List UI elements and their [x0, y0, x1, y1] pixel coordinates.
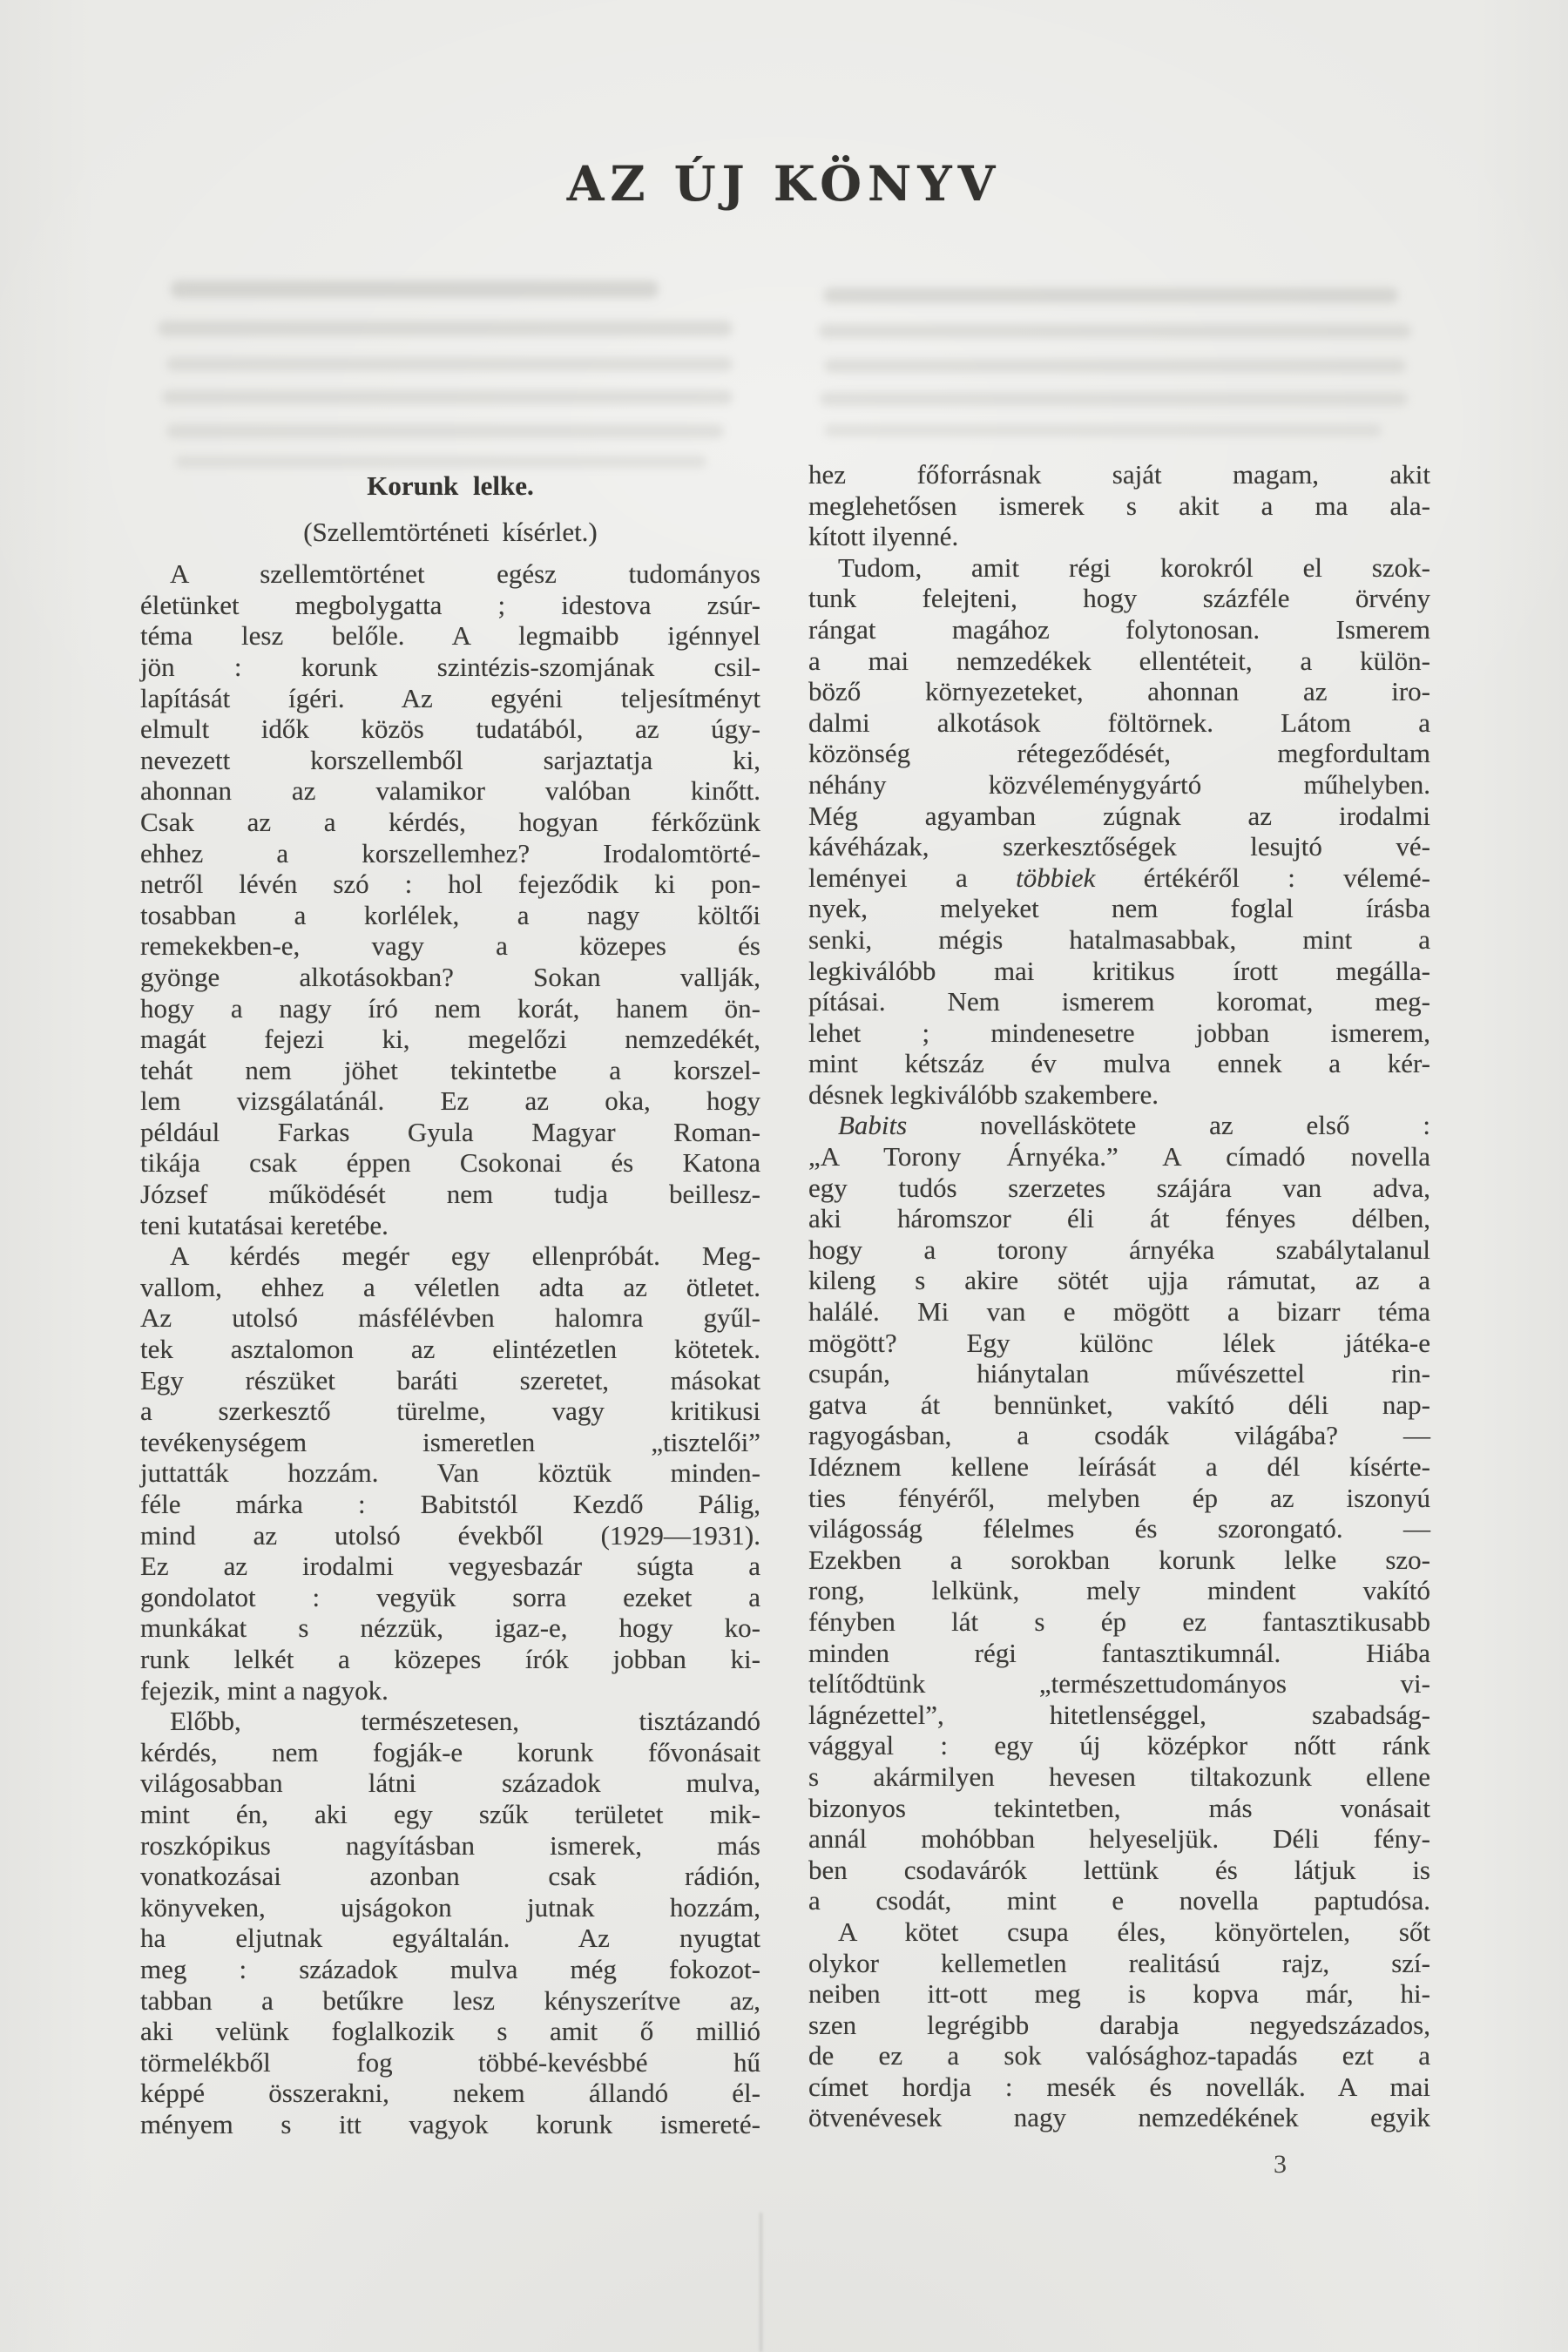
bleed-line [158, 321, 733, 336]
text-line: nevezett korszellemből sarjaztatja ki, [140, 744, 760, 775]
text-line: címet hordja : mesék és novellák. A mai [808, 2071, 1430, 2102]
bleed-line [162, 390, 733, 404]
text-line: Ez az irodalmi vegyesbazár súgta a [140, 1551, 760, 1582]
text-line: hogy a nagy író nem korát, hanem ön- [140, 992, 760, 1024]
text-line: gatva át bennünket, vakító déli nap- [808, 1389, 1430, 1420]
text-line: minden régi fantasztikumnál. Hiába [808, 1637, 1430, 1668]
text-line: lapítását ígéri. Az egyéni teljesítményt [140, 682, 760, 713]
text-line: törmelékből fog többé-kevésbbé hű [140, 2046, 760, 2078]
bleed-line [824, 359, 1406, 373]
text-line: könyveken, ujságokon jutnak hozzám, [140, 1891, 760, 1923]
bleed-line [820, 392, 1408, 406]
text-line: féle márka : Babitstól Kezdő Pálig, [140, 1489, 760, 1519]
bleed-line [166, 357, 733, 371]
text-line: ehhez a korszellemhez? Irodalomtörté- [140, 837, 760, 868]
text-line: Tudom, amit régi korokról el szok- [838, 551, 1430, 583]
page-number: 3 [1274, 2150, 1287, 2179]
text-line: kileng s akire sötét ujja rámutat, az a [808, 1265, 1430, 1296]
text-line: s akármilyen hevesen tiltakozunk ellene [808, 1761, 1430, 1792]
text-line: rong, lelkünk, mely mindent vakító [808, 1575, 1430, 1606]
text-line: például Farkas Gyula Magyar Roman- [140, 1116, 760, 1147]
text-line: egy tudós szerzetes szájára van adva, [808, 1172, 1430, 1203]
bleed-line [175, 456, 706, 468]
text-line: meglehetősen ismerek s akit a ma ala- [808, 490, 1430, 521]
text-line: tek asztalomon az elintézetlen kötetek. [140, 1334, 760, 1365]
text-line: gyönge alkotásokban? Sokan vallják, [140, 961, 760, 992]
text-line: remekekben-e, vagy a közepes és [140, 930, 760, 962]
text-line: ötvenévesek nagy nemzedékének egyik [808, 2102, 1430, 2133]
text-line: Egy részüket baráti szeretet, másokat [140, 1364, 760, 1396]
text-line: A kötet csupa éles, könyörtelen, sőt [838, 1916, 1430, 1947]
text-line: Előbb, természetesen, tisztázandó [170, 1706, 760, 1737]
text-line: Még agyamban zúgnak az irodalmi [808, 800, 1430, 831]
text-line: tikája csak éppen Csokonai és Katona [140, 1147, 760, 1179]
text-line: aki háromszor éli át fényes délben, [808, 1203, 1430, 1234]
text-line: szen legrégibb darabja negyedszázados, [808, 2009, 1430, 2040]
text-line: „A Torony Árnyéka.” A címadó novella [808, 1141, 1430, 1173]
text-line: ties fényéről, melyben ép az iszonyú [808, 1482, 1430, 1513]
text-line: A szellemtörténet egész tudományos [170, 558, 760, 590]
text-line: juttatták hozzám. Van köztük minden- [140, 1457, 760, 1489]
text-line: magát fejezi ki, megelőzi nemzedékét, [140, 1024, 760, 1055]
text-line: Babits novelláskötete az első : [838, 1110, 1430, 1141]
text-line: tabban a betűkre lesz kényszerítve az, [140, 1984, 760, 2016]
text-line: lehet ; mindenesetre jobban ismerem, [808, 1017, 1430, 1048]
page-title: AZ ÚJ KÖNYV [566, 155, 1002, 212]
text-line: leményei a többiek értékéről : vélemé- [808, 862, 1430, 893]
text-line: runk lelkét a közepes írók jobban ki- [140, 1643, 760, 1674]
column-right [808, 459, 1430, 2133]
text-line: Az utolsó másfélévben halomra gyűl- [140, 1302, 760, 1334]
text-line: ahonnan az valamikor valóban kinőtt. [140, 775, 760, 807]
text-line: csupán, hiánytalan művészettel rin- [808, 1358, 1430, 1389]
text-line: tosabban a korlélek, a nagy költői [140, 899, 760, 930]
column-left [140, 470, 760, 2139]
text-line: telítődtünk „természettudományos vi- [808, 1668, 1430, 1700]
text-line: halálé. Mi van e mögött a bizarr téma [808, 1296, 1430, 1328]
text-line: mögött? Egy különc lélek játéka-e [808, 1327, 1430, 1358]
text-line: elmult idők közös tudatából, az úgy- [140, 713, 760, 745]
text-line: de ez a sok valósághoz-tapadás ezt a [808, 2040, 1430, 2072]
text-line: mint én, aki egy szűk területet mik- [140, 1798, 760, 1829]
text-line: rángat magához folytonosan. Ismerem [808, 613, 1430, 645]
text-line: pításai. Nem ismerem koromat, meg- [808, 986, 1430, 1017]
text-line: téma lesz belőle. A legmaibb igénnyel [140, 620, 760, 652]
text-line: olykor kellemetlen realitású rajz, szí- [808, 1947, 1430, 1978]
text-line: mind az utolsó évekből (1929—1931). [140, 1519, 760, 1551]
text-line: vonatkozásai azonban csak rádión, [140, 1861, 760, 1892]
text-line: A kérdés megér egy ellenpróbát. Meg- [170, 1240, 760, 1272]
text-line: tehát nem jöhet tekintetbe a korszel- [140, 1054, 760, 1085]
column-right-text [808, 459, 1430, 2133]
bleed-line [824, 424, 1382, 436]
text-line: világosság félelmes és szorongató. — [808, 1513, 1430, 1544]
article-subheading: (Szellemtörténeti kísérlet.) [303, 516, 598, 547]
text-line: aki velünk foglalkozik s amit ő millió [140, 2016, 760, 2047]
text-line: neiben itt-ott meg is kopva már, hi- [808, 1978, 1430, 2010]
column-left-text [140, 558, 760, 2139]
text-line: annál mohóbban helyeseljük. Déli fény- [808, 1823, 1430, 1855]
text-line: bizonyos tekintetben, más vonásait [808, 1792, 1430, 1823]
fold-crease [760, 2213, 762, 2352]
text-line: munkákat s nézzük, igaz-e, hogy ko- [140, 1612, 760, 1644]
text-line: lem vizsgálatánál. Ez az oka, hogy [140, 1085, 760, 1117]
text-line: hogy a torony árnyéka szabálytalanul [808, 1233, 1430, 1265]
text-line: világosabban látni századok mulva, [140, 1767, 760, 1799]
text-line: kérdés, nem fogják-e korunk fővonásait [140, 1736, 760, 1767]
text-line: lágnézettel”, hitetlenséggel, szabadság- [808, 1699, 1430, 1730]
text-line: közönség rétegeződését, megfordultam [808, 738, 1430, 769]
text-line: ben csodavárók lettünk és látjuk is [808, 1854, 1430, 1885]
text-line: roszkópikus nagyításban ismerek, más [140, 1829, 760, 1861]
text-line: kávéházak, szerkesztőségek lesujtó vé- [808, 831, 1430, 862]
bleed-line [819, 324, 1411, 338]
article-heading: Korunk lelke. [367, 470, 534, 501]
bleed-line [166, 424, 724, 438]
text-line: nyek, melyeket nem foglal írásba [808, 893, 1430, 924]
text-line: életünket megbolygatta ; idestova zsúr- [140, 589, 760, 620]
text-line: désnek legkiválóbb szakembere. [808, 1078, 1159, 1110]
text-line: ményem s itt vagyok korunk ismereté- [140, 2108, 760, 2139]
text-line: Csak az a kérdés, hogyan férkőzünk [140, 806, 760, 837]
text-line: hez főforrásnak saját magam, akit [808, 459, 1430, 490]
text-line: tevékenységem ismeretlen „tisztelői” [140, 1426, 760, 1457]
text-line: vággyal : egy új középkor nőtt ránk [808, 1730, 1430, 1761]
text-line: gondolatot : vegyük sorra ezeket a [140, 1581, 760, 1612]
text-line: vallom, ehhez a véletlen adta az ötletet. [140, 1271, 760, 1302]
text-line: jön : korunk szintézis-szomjának csil- [140, 651, 760, 682]
text-line: netről lévén szó : hol fejeződik ki pon- [140, 868, 760, 900]
text-line: senki, mégis hatalmasabbak, mint a [808, 923, 1430, 955]
text-line: ha eljutnak egyáltalán. Az nyugtat [140, 1923, 760, 1954]
text-line: képpé összerakni, nekem állandó él- [140, 2078, 760, 2109]
text-line: fényben lát s ép ez fantasztikusabb [808, 1605, 1430, 1637]
text-line: teni kutatásai keretébe. [140, 1209, 389, 1240]
text-line: legkiválóbb mai kritikus írott megálla- [808, 955, 1430, 986]
text-line: József működését nem tudja beillesz- [140, 1179, 760, 1210]
text-line: a csodát, mint e novella paptudósa. [808, 1885, 1430, 1916]
text-line: néhány közvéleménygyártó műhelyben. [808, 768, 1430, 800]
text-line: meg : századok mulva még fokozot- [140, 1953, 760, 1984]
text-line: Ezekben a sorokban korunk lelke szo- [808, 1544, 1430, 1575]
text-line: kított ilyenné. [808, 521, 959, 552]
text-line: fejezik, mint a nagyok. [140, 1674, 389, 1706]
text-line: Idéznem kellene leírását a dél kísérte- [808, 1451, 1430, 1482]
text-line: mint kétszáz év mulva ennek a kér- [808, 1048, 1430, 1079]
text-line: tunk felejteni, hogy százféle örvény [808, 583, 1430, 614]
bleed-line [171, 280, 659, 298]
text-line: dalmi alkotások föltörnek. Látom a [808, 706, 1430, 738]
text-line: ragyogásban, a csodák világába? — [808, 1420, 1430, 1451]
text-line: a mai nemzedékek ellentéteit, a külön- [808, 645, 1430, 676]
text-line: a szerkesztő türelme, vagy kritikusi [140, 1396, 760, 1427]
bleed-line [823, 287, 1398, 303]
text-line: böző környezeteket, ahonnan az iro- [808, 676, 1430, 707]
